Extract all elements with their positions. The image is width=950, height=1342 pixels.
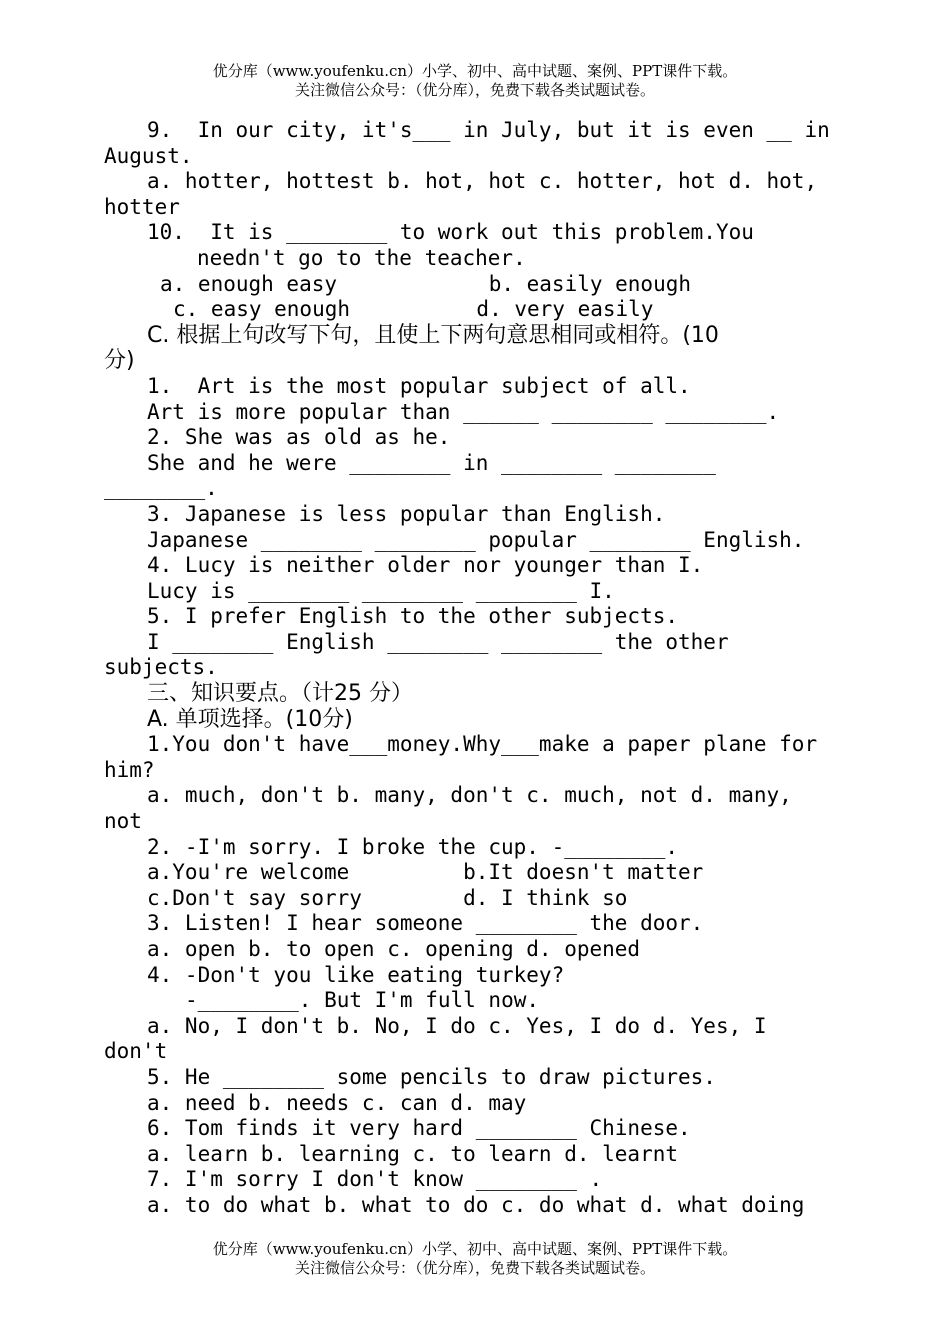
question-10-cont: needn't go to the teacher. xyxy=(197,245,526,270)
mc-question-1-options-cont: not xyxy=(104,809,142,834)
footer-line-1: 优分库（www.youfenku.cn）小学、初中、高中试题、案例、PPT课件下载。 xyxy=(212,1240,738,1258)
mc-question-5-options: a. need b. needs c. can d. may xyxy=(147,1090,527,1115)
mc-question-4: 4. -Don't you like eating turkey? xyxy=(147,962,565,987)
mc-question-5: 5. He ________ some pencils to draw pictures. xyxy=(147,1064,716,1089)
rewrite-2-answer-cont: ________. xyxy=(104,476,218,501)
section-c-title-cont: 分) xyxy=(104,348,135,374)
rewrite-1: 1. Art is the most popular subject of all. xyxy=(147,373,691,398)
mc-question-7-options: a. to do what b. what to do c. do what d. what doing xyxy=(147,1192,805,1217)
question-9-options-cont: hotter xyxy=(104,194,180,219)
section-a-title: A. 单项选择。(10分) xyxy=(147,706,353,732)
question-10-options-cd: c. easy enough d. very easily xyxy=(173,297,654,322)
mc-question-2-options-cd: c.Don't say sorry d. I think so xyxy=(147,885,628,910)
mc-question-7: 7. I'm sorry I don't know ________ . xyxy=(147,1167,603,1192)
page-header xyxy=(0,62,950,100)
rewrite-3: 3. Japanese is less popular than English. xyxy=(147,501,666,526)
rewrite-2-answer: She and he were ________ in ________ ________ xyxy=(147,450,716,475)
mc-question-2-options-ab: a.You're welcome b.It doesn't matter xyxy=(147,860,704,885)
header-line-2: 关注微信公众号：（优分库），免费下载各类试题试卷。 xyxy=(294,81,655,99)
header-line-1: 优分库（www.youfenku.cn）小学、初中、高中试题、案例、PPT课件下载。 xyxy=(212,62,738,80)
rewrite-1-answer: Art is more popular than ______ ________ ________. xyxy=(147,399,780,424)
footer-line-2: 关注微信公众号：（优分库），免费下载各类试题试卷。 xyxy=(294,1259,655,1277)
mc-question-1: 1.You don't have___money.Why___make a paper plane for xyxy=(147,732,818,757)
mc-question-2: 2. -I'm sorry. I broke the cup. -________. xyxy=(147,834,679,859)
mc-question-1-cont: him? xyxy=(104,757,155,782)
mc-question-3-options: a. open b. to open c. opening d. opened xyxy=(147,937,641,961)
mc-question-6: 6. Tom finds it very hard ________ Chinese. xyxy=(147,1116,691,1141)
question-10-options-ab: a. enough easy b. easily enough xyxy=(160,271,692,296)
rewrite-2: 2. She was as old as he. xyxy=(147,425,451,450)
section-c-title: C. 根据上句改写下句，且使上下两句意思相同或相符。(10 xyxy=(147,322,719,348)
section-3-title: 三、知识要点。（计25 分） xyxy=(147,681,413,707)
question-9: 9. In our city, it's___ in July, but it is even __ in xyxy=(147,118,830,142)
page-footer xyxy=(0,1240,950,1278)
mc-question-4-options-cont: don't xyxy=(104,1039,168,1064)
rewrite-5: 5. I prefer English to the other subjects. xyxy=(147,604,679,629)
mc-question-3: 3. Listen! I hear someone ________ the door. xyxy=(147,911,704,936)
mc-question-6-options: a. learn b. learning c. to learn d. learnt xyxy=(147,1141,679,1166)
rewrite-4-answer: Lucy is ________ ________ ________ I. xyxy=(147,578,615,603)
rewrite-3-answer: Japanese ________ ________ popular ________ English. xyxy=(147,527,805,552)
mc-question-1-options: a. much, don't b. many, don't c. much, not d. many, xyxy=(147,783,792,808)
mc-question-4-cont: -________. But I'm full now. xyxy=(185,988,540,1013)
mc-question-4-options: a. No, I don't b. No, I do c. Yes, I do d. Yes, I xyxy=(147,1013,767,1038)
question-10: 10. It is ________ to work out this problem.You xyxy=(147,220,754,245)
document-body xyxy=(104,118,844,1219)
rewrite-4: 4. Lucy is neither older nor younger than I. xyxy=(147,553,704,578)
question-9-options: a. hotter, hottest b. hot, hot c. hotter, hot d. hot, xyxy=(147,169,818,194)
question-9-cont: August. xyxy=(104,143,193,168)
rewrite-5-answer: I ________ English ________ ________ the other xyxy=(147,629,729,654)
rewrite-5-answer-cont: subjects. xyxy=(104,655,218,680)
